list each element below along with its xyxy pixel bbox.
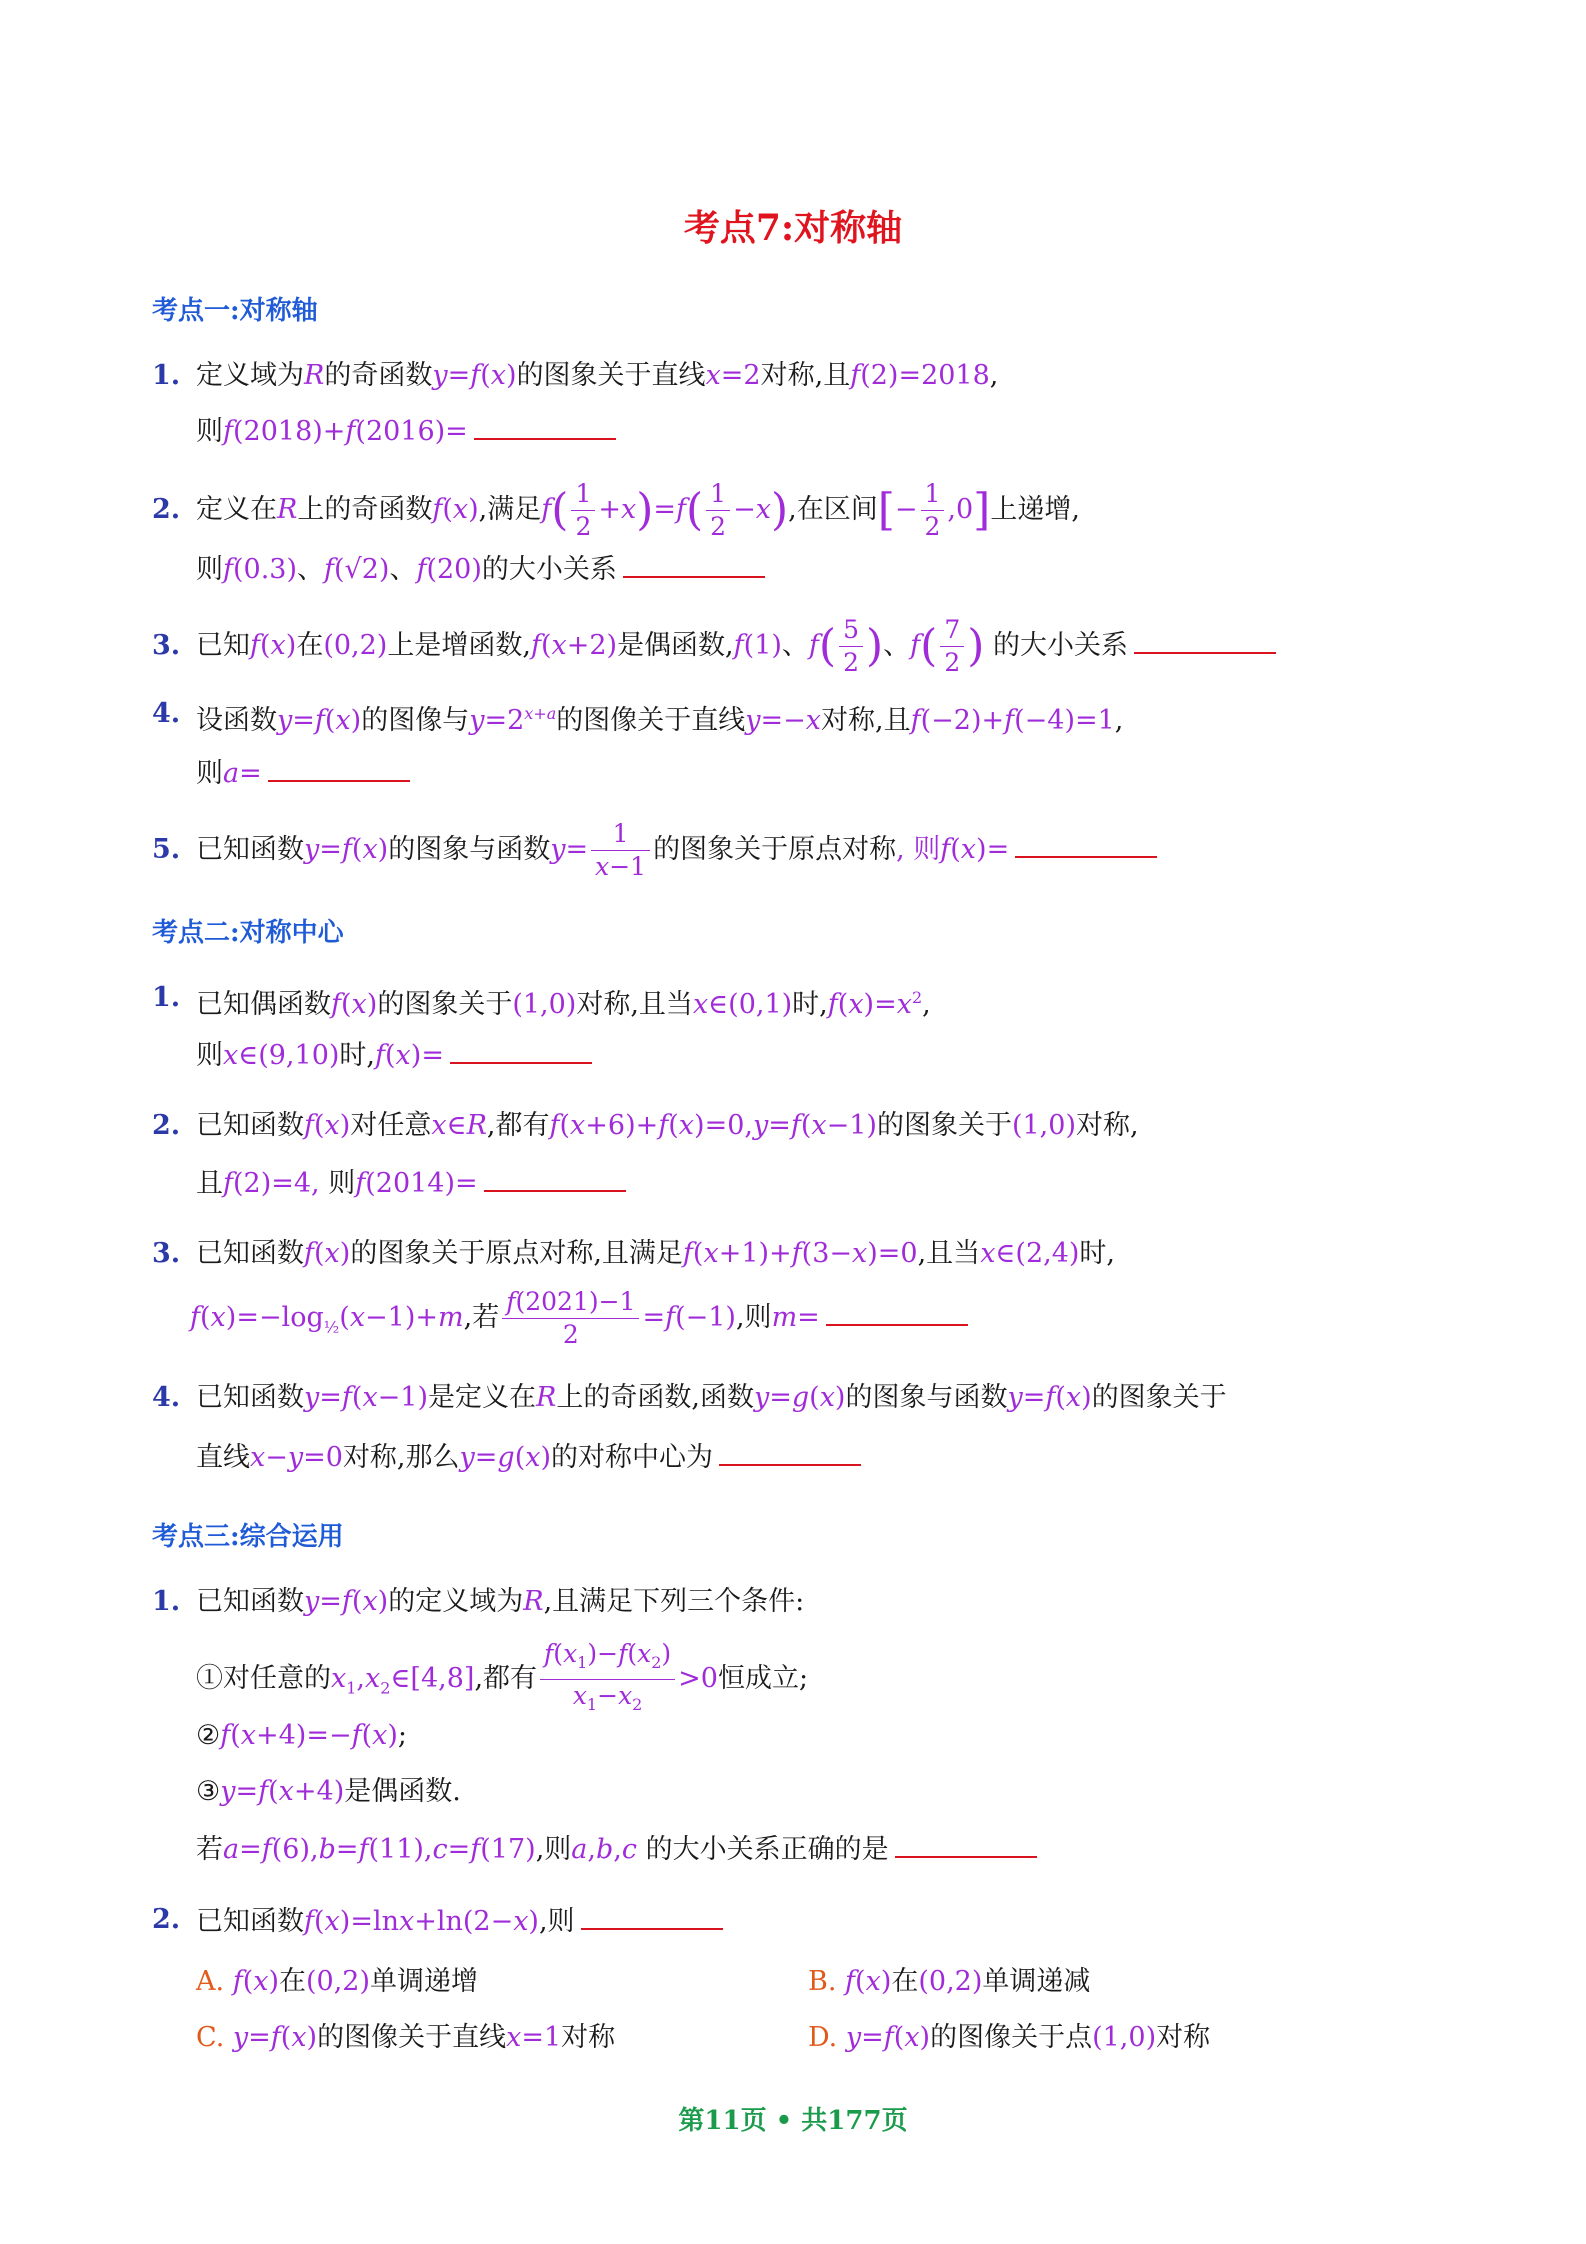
answer-blank[interactable]	[450, 1034, 592, 1064]
answer-blank[interactable]	[581, 1900, 723, 1930]
option-c[interactable]: C. y=f(x)的图像关于直线x=1对称	[196, 2022, 616, 2053]
option-a[interactable]: A. f(x)在(0,2)单调递增	[196, 1966, 479, 1997]
answer-blank[interactable]	[895, 1828, 1037, 1858]
s2-question-3-line2: $f(x)=-\log_{\frac{1}{2}}(x-1)+m$,若 $\frac{f(2021)-1}{2}$ =f(−1),则m=	[190, 1286, 968, 1351]
answer-blank[interactable]	[826, 1296, 968, 1326]
answer-blank[interactable]	[1015, 828, 1157, 858]
answer-blank[interactable]	[623, 548, 765, 578]
answer-blank[interactable]	[474, 410, 616, 440]
section-heading-3: 考点三:综合运用	[152, 1522, 344, 1552]
page-title: 考点7:对称轴	[683, 207, 903, 249]
option-b[interactable]: B. f(x)在(0,2)单调递减	[808, 1966, 1091, 1997]
answer-blank[interactable]	[1134, 624, 1276, 654]
answer-blank[interactable]	[484, 1162, 626, 1192]
section-heading-1: 考点一:对称轴	[152, 296, 318, 326]
page-footer: 第11页 • 共177页	[678, 2106, 908, 2136]
answer-blank[interactable]	[719, 1436, 861, 1466]
answer-blank[interactable]	[268, 752, 410, 782]
document-page: 考点7:对称轴 考点一:对称轴 1. 定义域为R的奇函数y=f(x)的图象关于直线x=2对称,且f(2)=2018, 则f(2018)+f(2016)= 2. 定义在R上的奇函数f(x),满足f( $\frac{1}{2}$ +x)=f( $\frac{1}{2}$ −x),在区间[− $\frac{1}{2}$ ,0]上递增, 则f(0.3)、f(√2)、f(20)的大小关系 3. 已知f(x)在(0,2)上是增函数,f(x+2)是偶函数,f(1)、f( $\frac{5}{2}$ )、f( $\frac{7}{2}$ ) 的大小关系 4. 设函数y=f(x)的图像与$y=2^{x+a}$的图像关于直线y=−x对称,且f(−2)+f(−4)=1, 则a= 5. 已知函数y=f(x)的图象与函数y= $\frac{1}{x-1}$ 的图象关于原点对称, 则f(x)= 考点二:对称中心 1. 已知偶函数f(x)的图象关于(1,0)对称,且当x∈(0,1)时$,f(x)=x^2$, 则x∈(9,10)时,f(x)= 2. 已知函数f(x)对任意x∈R,都有f(x+6)+f(x)=0,y=f(x−1)的图象关于(1,0)对称, 且f(2)=4, 则f(2014)= 3. 已知函数f(x)的图象关于原点对称,且满足f(x+1)+f(3−x)=0,且当x∈(2,4)时, $f(x)=-\log_{\frac{1}{2}}(x-1)+m$,若 $\frac{f(2021)-1}{2}$ =f(−1),则m= 4. 已知函数y=f(x−1)是定义在R上的奇函数,函数y=g(x)的图象与函数y=f(x)的图象关于 直线x−y=0对称,那么y=g(x)的对称中心为 考点三:综合运用 1. 已知函数y=f(x)的定义域为R,且满足下列三个条件: ①对任意的$x_1,x_2\in[4,8]$,都有 $\frac{f(x_1)-f(x_2)}{x_1-x_2}$ >0恒成立; ②f(x+4)=−f(x); ③y=f(x+4)是偶函数. 若a=f(6),b=f(11),c=f(17),则a,b,c 的大小关系正确的是 2. 已知函数f(x)=lnx+ln(2−x),则 A. f(x)在(0,2)单调递增 B. f(x)在(0,2)单调递减 C. y=f(x)的图像关于直线x=1对称 D. y=f(x)的图像关于点(1,0)对称 第11页 • 共177页	[0, 0, 1586, 2244]
section-heading-2: 考点二:对称中心	[152, 918, 344, 948]
option-d[interactable]: D. y=f(x)的图像关于点(1,0)对称	[808, 2022, 1211, 2053]
